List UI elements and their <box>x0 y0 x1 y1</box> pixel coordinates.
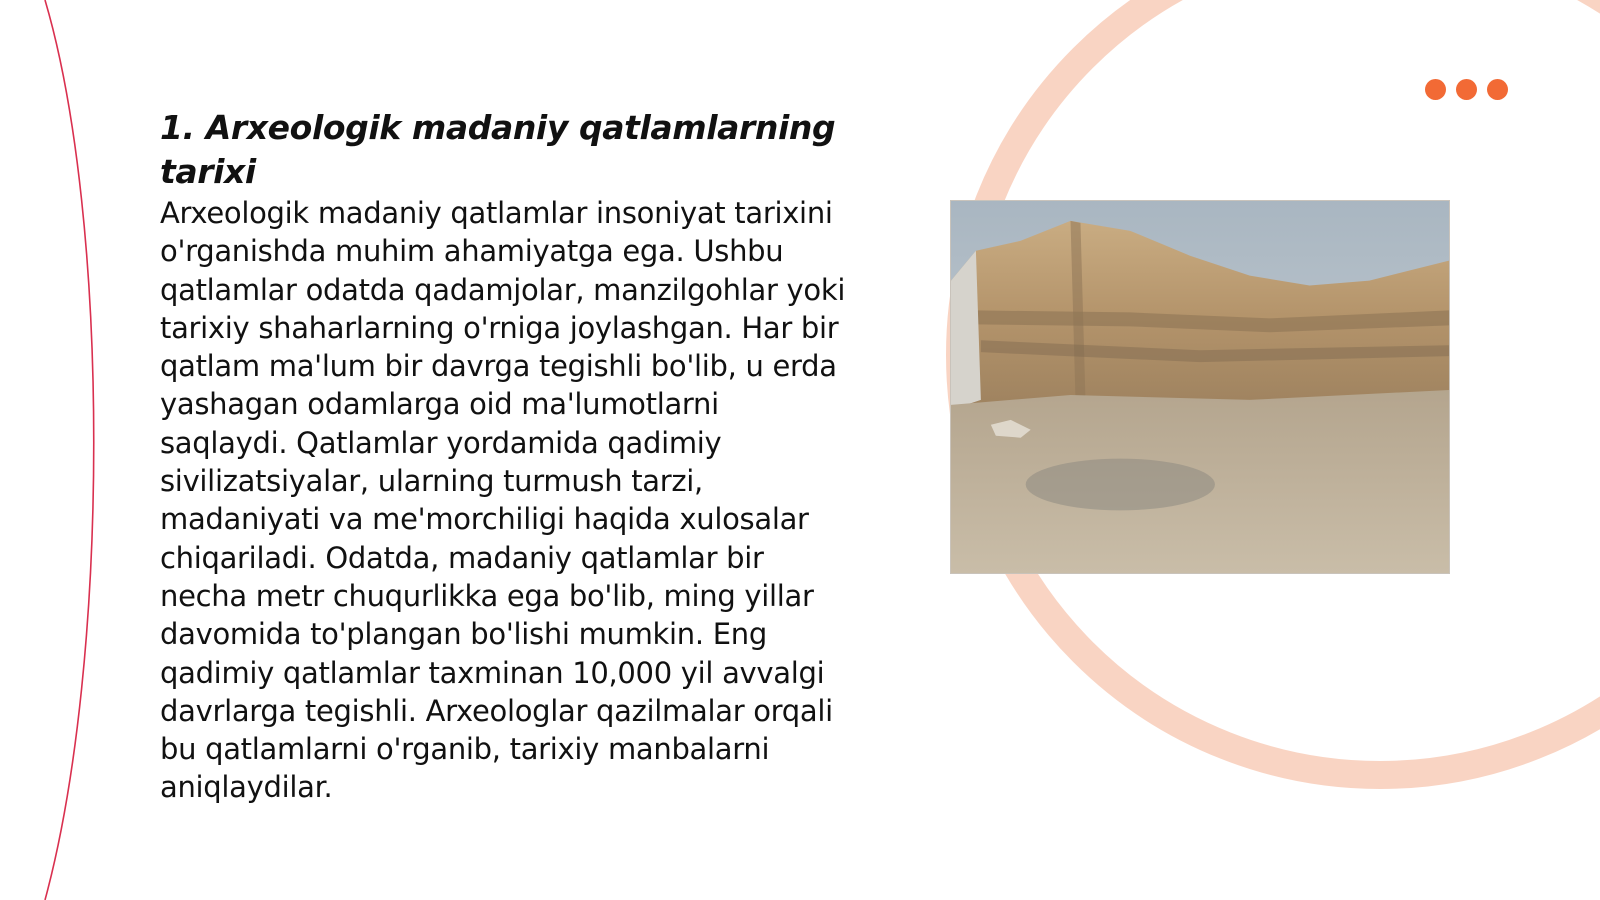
archaeological-site-photo <box>950 200 1450 574</box>
content-text-block <box>160 106 850 807</box>
left-accent-curve <box>45 0 94 900</box>
dot <box>1456 79 1477 100</box>
slide-title: 1. Arxeologik madaniy qatlamlarning tarixi <box>160 108 836 191</box>
three-dots-icon <box>1425 79 1508 100</box>
dot <box>1487 79 1508 100</box>
slide-body-text: Arxeologik madaniy qatlamlar insoniyat tarixini o'rganishda muhim ahamiyatga ega. Ushbu qatlamlar odatda qadamjolar, manzilgohlar yoki tarixiy shaharlarning o'rniga joylashgan. Har bir qatlam ma'lum bir davrga tegishli bo'lib, u erda yashagan odamlarga oid ma'lumotlarni saqlaydi. Qatlamlar yordamida qadimiy sivilizatsiyalar, ularning turmush tarzi, madaniyati va me'morchiligi haqida xulosalar chiqariladi. Odatda, madaniy qatlamlar bir necha metr chuqurlikka ega bo'lib, ming yillar davomida to'plangan bo'lishi mumkin. Eng qadimiy qatlamlar taxminan 10,000 yil avvalgi davrlarga tegishli. Arxeologlar qazilmalar orqali bu qatlamlarni o'rganib, tarixiy manbalarni aniqlaydilar. <box>160 196 846 805</box>
dot <box>1425 79 1446 100</box>
